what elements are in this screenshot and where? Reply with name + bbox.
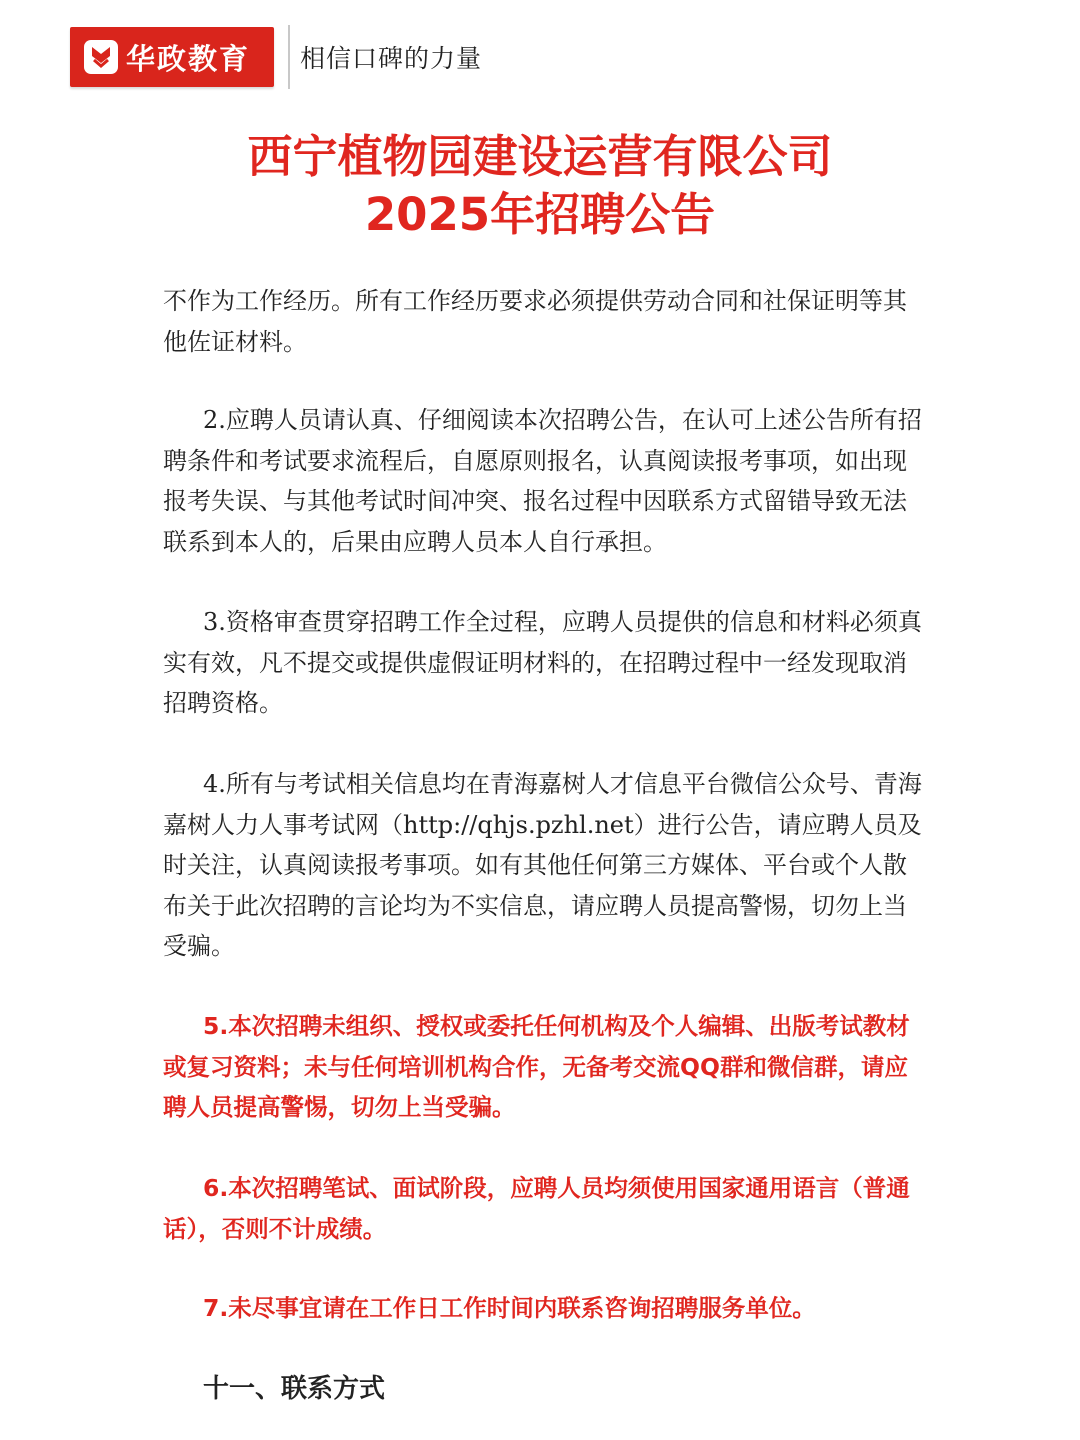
- header: [70, 26, 482, 88]
- brand-logo-icon: [84, 40, 118, 74]
- title-line-1: 西宁植物园建设运营有限公司: [247, 130, 833, 183]
- title-line-2: 2025年招聘公告: [364, 188, 716, 241]
- page-title: [0, 128, 1080, 244]
- section-heading-contact: 十一、联系方式: [203, 1374, 386, 1404]
- paragraph-continuation: 不作为工作经历。所有工作经历要求必须提供劳动合同和社保证明等其他佐证材料。: [163, 287, 907, 356]
- paragraph-2: 2.应聘人员请认真、仔细阅读本次招聘公告，在认可上述公告所有招聘条件和考试要求流程后，自愿原则报名，认真阅读报考事项，如出现报考失误、与其他考试时间冲突、报名过程中因联系方式留错导致无法联系到本人的，后果由应聘人员本人自行承担。: [163, 406, 922, 556]
- brand-logo: [70, 27, 274, 87]
- paragraph-6-notice: 6.本次招聘笔试、面试阶段，应聘人员均须使用国家通用语言（普通话），否则不计成绩。: [163, 1174, 910, 1243]
- paragraph-4: 4.所有与考试相关信息均在青海嘉树人才信息平台微信公众号、青海嘉树人力人事考试网（http://qhjs.pzhl.net）进行公告，请应聘人员及时关注，认真阅读报考事项。如有其他任何第三方媒体、平台或个人散布关于此次招聘的言论均为不实信息，请应聘人员提高警惕，切勿上当受骗。: [163, 770, 922, 960]
- paragraph-3: 3.资格审查贯穿招聘工作全过程，应聘人员提供的信息和材料必须真实有效，凡不提交或提供虚假证明材料的，在招聘过程中一经发现取消招聘资格。: [163, 608, 922, 717]
- slogan: 相信口碑的力量: [300, 44, 483, 73]
- header-divider: [288, 25, 290, 89]
- paragraph-7-notice: 7.未尽事宜请在工作日工作时间内联系咨询招聘服务单位。: [203, 1294, 816, 1322]
- paragraph-5-notice: 5.本次招聘未组织、授权或委托任何机构及个人编辑、出版考试教材或复习资料；未与任何培训机构合作，无备考交流QQ群和微信群，请应聘人员提高警惕，切勿上当受骗。: [163, 1012, 910, 1121]
- brand-name: 华政教育: [126, 41, 251, 76]
